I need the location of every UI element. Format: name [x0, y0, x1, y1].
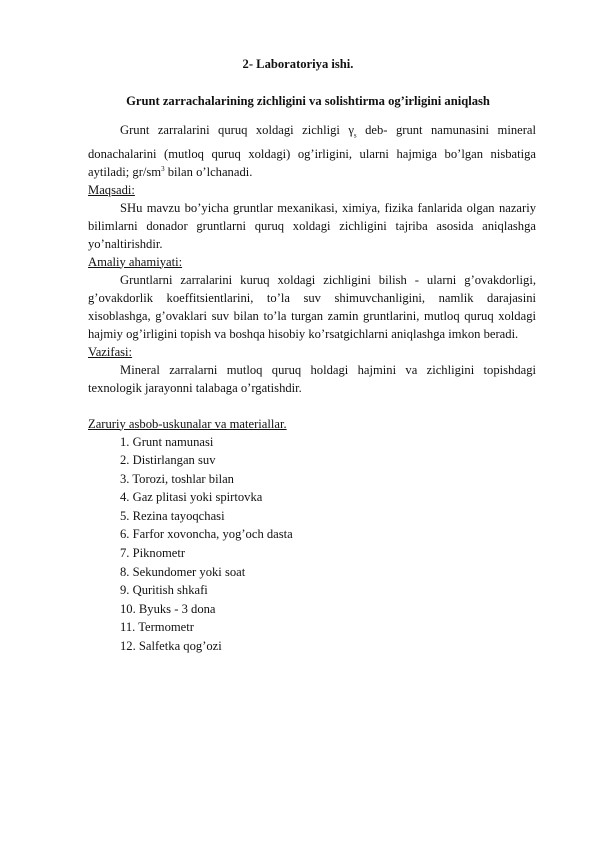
list-item: 9. Quritish shkafi — [120, 583, 208, 598]
section-spacer — [88, 397, 536, 415]
list-item: 8. Sekundomer yoki soat — [120, 564, 246, 579]
list-item: 12. Salfetka qog’ozi — [120, 639, 222, 654]
lab-title: 2- Laboratoriya ishi. — [242, 57, 354, 71]
intro-text-1: Grunt zarralarini quruq xoldagi zichligi γ — [120, 123, 354, 137]
list-item: 4. Gaz plitasi yoki spirtovka — [120, 490, 263, 505]
gamma-subscript: s — [353, 131, 357, 140]
list-item: 7. Piknometr — [120, 546, 186, 561]
intro-text-3: bilan o’lchanadi. — [164, 164, 253, 179]
list-item: 2. Distirlangan suv — [120, 453, 216, 468]
maqsadi-paragraph: SHu mavzu bo’yicha gruntlar mexanikasi, ximiya, fizika fanlarida olgan nazariy bilimlarni donador gruntlarni quruq xoldagi zichligini tajriba asosida aniqlashga yo’naltirishdir. — [88, 200, 536, 251]
vazifasi-heading: Vazifasi: — [88, 344, 133, 359]
vazifasi-paragraph: Mineral zarralarni mutloq quruq holdagi hajmini va zichligini topishdagi texnologik jarayonni talabaga o’rgatishdir. — [88, 362, 536, 395]
list-item: 5. Rezina tayoqchasi — [120, 508, 225, 523]
unit-superscript: 3 — [161, 164, 165, 173]
list-item: 10. Byuks - 3 dona — [120, 601, 216, 616]
list-item: 1. Grunt namunasi — [120, 434, 214, 449]
list-item: 11. Termometr — [120, 620, 194, 635]
equipment-list — [88, 433, 536, 656]
amaliy-heading: Amaliy ahamiyati: — [88, 254, 183, 269]
intro-paragraph — [88, 121, 536, 181]
intro-text-2: deb- grunt namunasini mineral donachalarini (mutloq quruq xoldagi) og’irligini, ularni hajmiga bo’lgan nisbatiga aytiladi; gr/sm — [88, 123, 536, 179]
document-body — [88, 121, 536, 656]
lab-subtitle: Grunt zarrachalarining zichligini va solishtirma og’irligini aniqlash — [126, 94, 490, 108]
amaliy-paragraph: Gruntlarni zarralarini kuruq xoldagi zichligini bilish - ularni g’ovakdorligi, g’ovakdorlik koeffitsientlarini, to’la suv shimuvchanligini, namlik darajasini xisoblashga, g’ovaklari suv bilan to’la turgan zamin gruntlarini, mutloq quruq xoldagi hajmiy og’irligini topish va boshqa hisobiy ko’rsatgichlarni aniqlashga imkon beradi. — [88, 272, 536, 341]
list-item: 3. Torozi, toshlar bilan — [120, 471, 234, 486]
maqsadi-heading: Maqsadi: — [88, 182, 135, 197]
equipment-heading: Zaruriy asbob-uskunalar va materiallar. — [88, 416, 287, 431]
list-item: 6. Farfor xovoncha, yog’och dasta — [120, 527, 293, 542]
